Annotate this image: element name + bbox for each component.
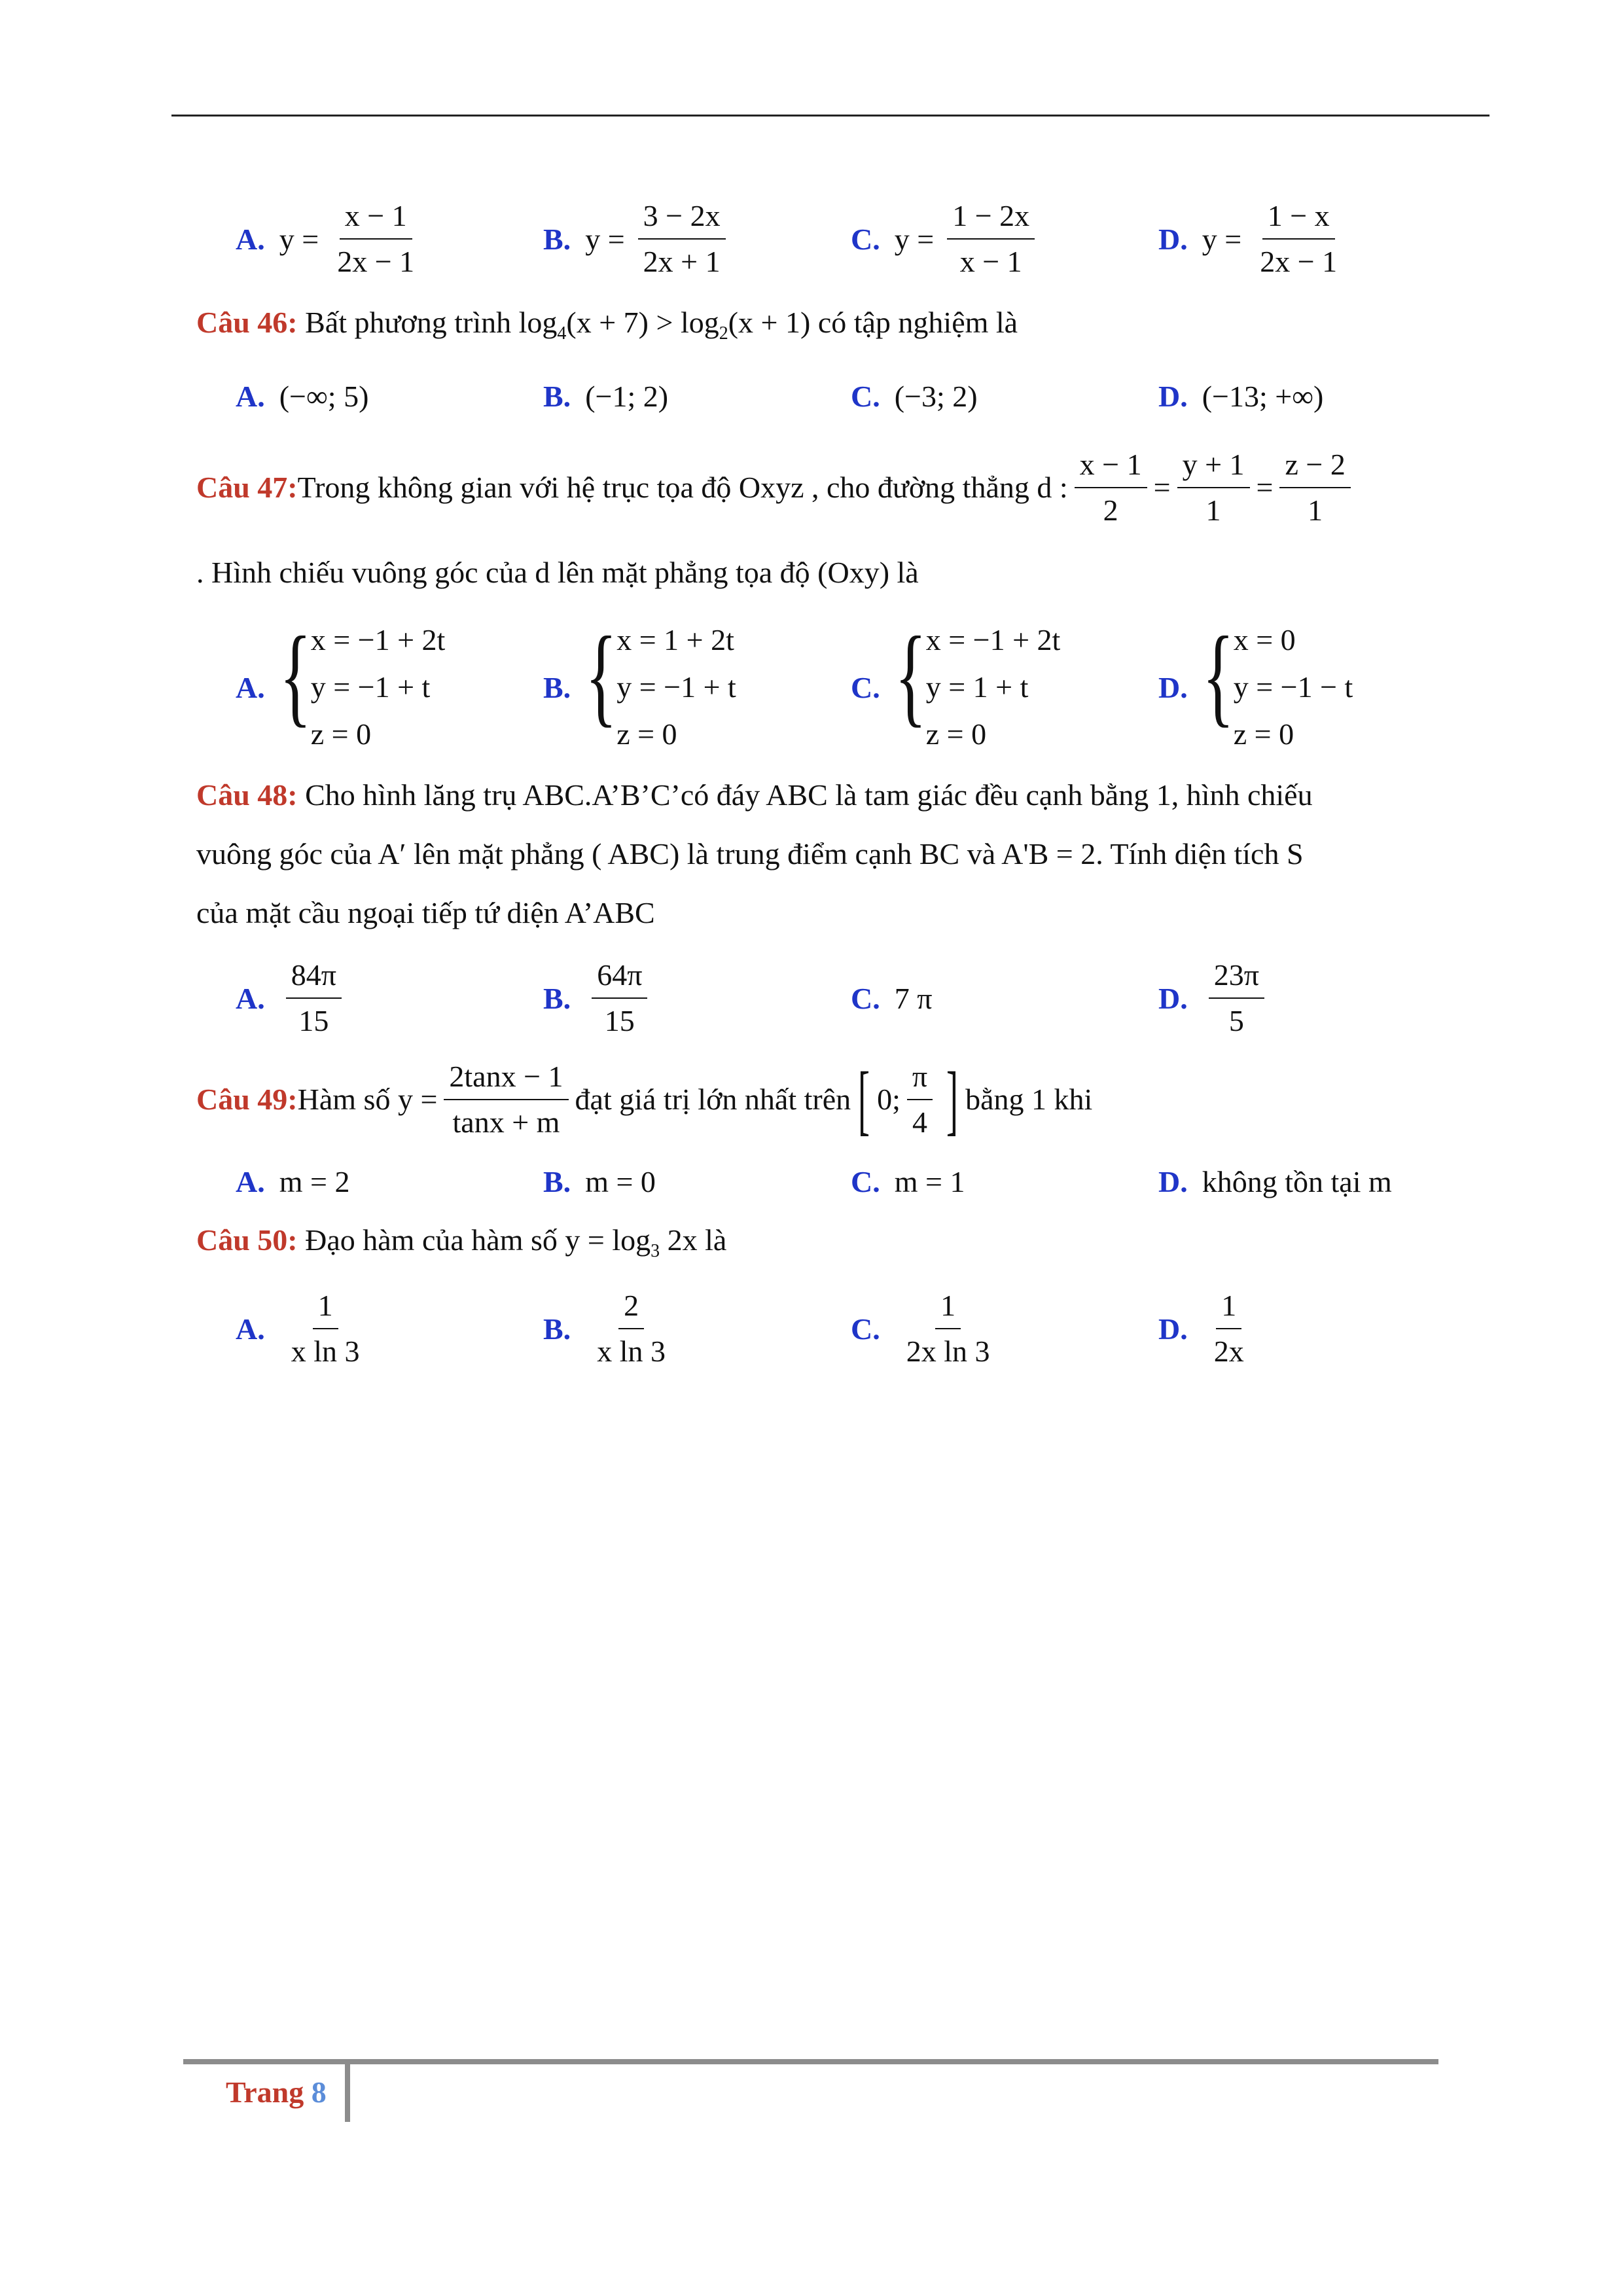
q49-options: [196, 1142, 1440, 1221]
q45-option-c[interactable]: C. y = $\frac{1 - 2x}{x - 1}$: [851, 200, 1041, 278]
q48-option-d[interactable]: D. $\frac{23\pi}{5}$: [1158, 952, 1271, 1044]
fraction: $\frac{1 - 2x}{x - 1}$: [947, 198, 1035, 280]
q46-option-a[interactable]: A. (−∞; 5): [236, 379, 369, 413]
fraction: $\frac{y + 1}{1}$: [1177, 446, 1250, 529]
question-50: Câu 50: Đạo hàm của hàm số $y = \log_3 2x$ là: [196, 1223, 727, 1261]
q49-option-b[interactable]: B. m = 0: [543, 1164, 656, 1198]
q46-option-b[interactable]: B. (−1; 2): [543, 379, 669, 413]
q45-options: [196, 200, 1440, 278]
header-rule: [171, 115, 1489, 117]
q49-option-a[interactable]: A. m = 2: [236, 1164, 350, 1198]
q49-option-d[interactable]: D. không tồn tại m: [1158, 1164, 1392, 1198]
q48-options: [196, 952, 1440, 1044]
question-47: Câu 47: Trong không gian với hệ trục tọa độ Oxyz , cho đường thẳng d : $\frac{x - 1}{2}$ = $\frac{y + 1}{1}$ = $\frac{z - 2}{1}$: [196, 445, 1357, 530]
interval: [ 0; $\frac{\pi}{4}$ ]: [858, 1056, 959, 1143]
q45-option-b[interactable]: B. y = $\frac{3 - 2x}{2x + 1}$: [543, 200, 732, 278]
page-number: Trang 8: [226, 2075, 327, 2109]
fraction: $\frac{3 - 2x}{2x + 1}$: [638, 198, 726, 280]
q50-option-c[interactable]: C. $\frac{1}{\text{2x ln 3}}$: [851, 1289, 990, 1368]
question-48-line2: vuông góc của A′ lên mặt phẳng ( ABC) là trung điểm cạnh BC và A'B = 2. Tính diện tích S: [196, 837, 1304, 870]
question-48: Câu 48: Cho hình lăng trụ ABC.A’B’C’có đáy ABC là tam giác đều cạnh bằng 1, hình chiếu: [196, 778, 1313, 812]
fraction: $\frac{x - 1}{2x - 1}$: [337, 199, 415, 278]
question-49: Câu 49: Hàm số y = $\frac{2\tan x - 1}{\tan x + m}$ đạt giá trị lớn nhất trên [ 0; $\frac{\pi}{4}$ ] bằng 1 khi: [196, 1056, 1093, 1143]
question-47-line2: . Hình chiếu vuông góc của d lên mặt phẳng tọa độ (Oxy) là: [196, 556, 919, 589]
q48-option-c[interactable]: C. 7 π: [851, 981, 933, 1015]
q50-options: [196, 1283, 1440, 1374]
q50-option-a[interactable]: A. $\frac{1}{\text{x ln 3}}$: [236, 1289, 360, 1368]
question-46: Câu 46: Bất phương trình $\log_4(x + 7) > \log_2(x + 1)$ có tập nghiệm là: [196, 306, 1018, 344]
q45-option-a[interactable]: A. y = $\frac{x - 1}{2x - 1}$: [236, 200, 426, 278]
q50-option-d[interactable]: D. $\frac{1}{2x}$: [1158, 1289, 1244, 1368]
q45-option-d[interactable]: D. y = $\frac{1 - x}{2x - 1}$: [1158, 200, 1349, 278]
q47-options: [196, 612, 1440, 762]
q47-option-b[interactable]: B. { x = 1 + 2t y = −1 + t z = 0: [543, 614, 736, 751]
fraction: $\frac{1 - x}{2x - 1}$: [1260, 199, 1338, 278]
q48-option-b[interactable]: B. $\frac{64\pi}{15}$: [543, 952, 654, 1044]
q46-option-c[interactable]: C. (−3; 2): [851, 379, 978, 413]
q50-option-b[interactable]: B. $\frac{2}{\text{x ln 3}}$: [543, 1289, 666, 1368]
fraction: $\frac{z - 2}{1}$: [1279, 446, 1350, 529]
q49-option-c[interactable]: C. m = 1: [851, 1164, 965, 1198]
fraction: $\frac{x - 1}{2}$: [1075, 446, 1147, 529]
q46-options: [196, 357, 1440, 435]
question-48-line3: của mặt cầu ngoại tiếp tứ diện A’ABC: [196, 896, 655, 929]
q46-option-d[interactable]: D. (−13; +∞): [1158, 379, 1324, 413]
q47-option-c[interactable]: C. { x = −1 + 2t y = 1 + t z = 0: [851, 614, 1061, 751]
q48-option-a[interactable]: A. $\frac{84\pi}{15}$: [236, 952, 348, 1044]
footer-divider: [345, 2059, 350, 2122]
footer-rule: [183, 2059, 1438, 2064]
fraction: $\frac{2\tan x - 1}{\tan x + m}$: [444, 1058, 568, 1141]
q47-option-a[interactable]: A. { x = −1 + 2t y = −1 + t z = 0: [236, 614, 446, 751]
q47-option-d[interactable]: D. { x = 0 y = −1 − t z = 0: [1158, 614, 1353, 751]
